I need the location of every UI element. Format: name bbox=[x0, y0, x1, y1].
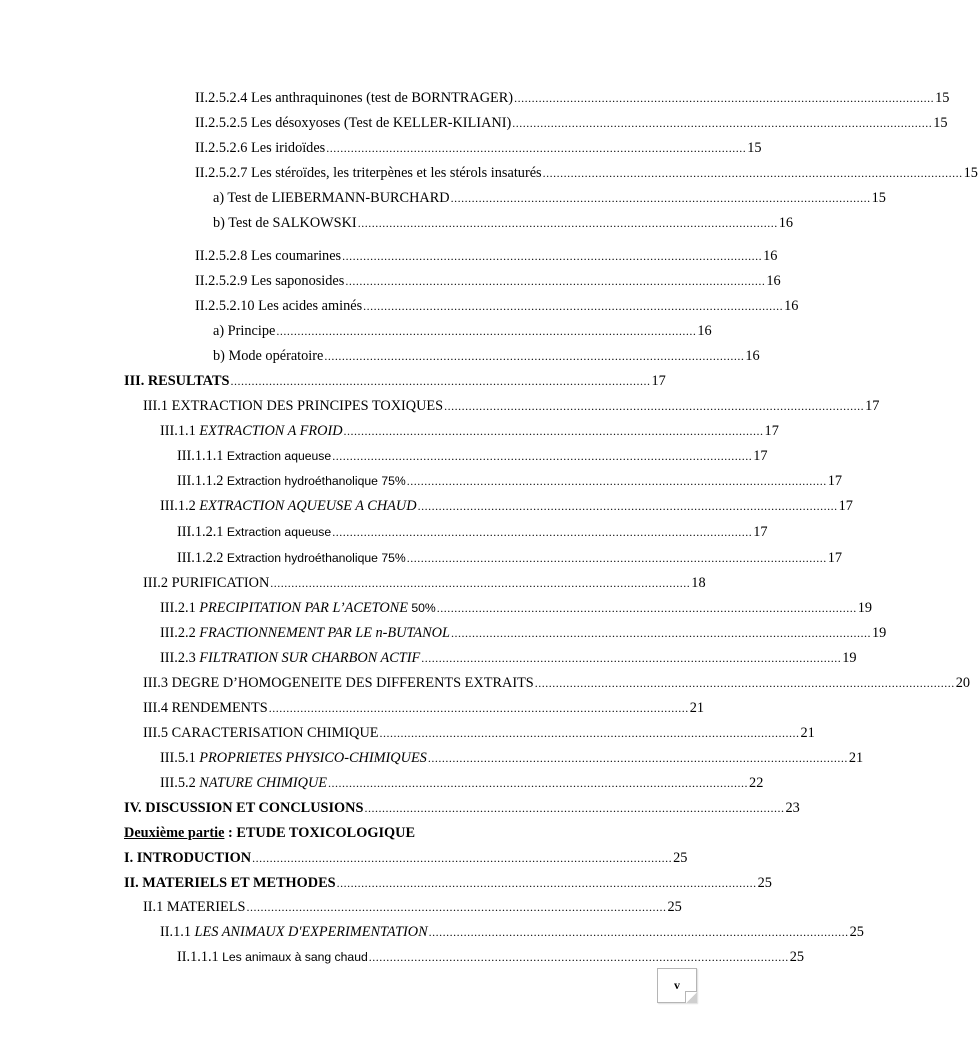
toc-entry[interactable]: b) Test de SALKOWSKI ........................................................................................................................ 16 bbox=[213, 215, 793, 231]
toc-entry[interactable]: III.1.2.2 Extraction hydroéthanolique 75% ........................................................................................................................ 17 bbox=[177, 550, 843, 566]
toc-entry[interactable]: II.2.5.2.9 Les saponosides ........................................................................................................................ 16 bbox=[195, 273, 781, 289]
toc-entry[interactable]: II.1.1.1 Les animaux à sang chaud ........................................................................................................................ 25 bbox=[177, 949, 805, 965]
toc-entry[interactable]: III.3 DEGRE D’HOMOGENEITE DES DIFFERENTS EXTRAITS ........................................................................................................................ 20 bbox=[143, 675, 971, 691]
toc-entry[interactable]: II.2.5.2.8 Les coumarines ........................................................................................................................ 16 bbox=[195, 248, 778, 264]
toc-entry[interactable]: III. RESULTATS ........................................................................................................................ 17 bbox=[124, 373, 666, 389]
toc-entry[interactable]: a) Principe ........................................................................................................................ 16 bbox=[213, 323, 712, 339]
toc-entry[interactable]: III.2.2 FRACTIONNEMENT PAR LE n-BUTANOL ........................................................................................................................ 19 bbox=[160, 625, 887, 641]
page-number: v bbox=[657, 968, 697, 1003]
toc-entry[interactable]: II.2.5.2.6 Les iridoïdes ........................................................................................................................ 15 bbox=[195, 140, 762, 156]
toc-entry[interactable]: III.2.1 PRECIPITATION PAR L’ACETONE 50% ........................................................................................................................ 19 bbox=[160, 600, 873, 616]
toc-entry[interactable]: III.2 PURIFICATION ........................................................................................................................ 18 bbox=[143, 575, 706, 591]
toc-entry[interactable]: II.2.5.2.7 Les stéroïdes, les triterpènes et les stérols insaturés ........................................................................................................................ 15 bbox=[195, 165, 978, 181]
toc-entry[interactable]: III.5.1 PROPRIETES PHYSICO-CHIMIQUES ........................................................................................................................ 21 bbox=[160, 750, 864, 766]
toc-entry[interactable]: III.5.2 NATURE CHIMIQUE ........................................................................................................................ 22 bbox=[160, 775, 764, 791]
toc-entry[interactable]: III.1 EXTRACTION DES PRINCIPES TOXIQUES ........................................................................................................................ 17 bbox=[143, 398, 880, 414]
toc-entry[interactable]: II.2.5.2.10 Les acides aminés ........................................................................................................................ 16 bbox=[195, 298, 799, 314]
toc-entry[interactable]: a) Test de LIEBERMANN-BURCHARD ........................................................................................................................ 15 bbox=[213, 190, 886, 206]
toc-entry[interactable]: III.1.1 EXTRACTION A FROID ........................................................................................................................ 17 bbox=[160, 423, 779, 439]
toc-entry[interactable]: II.1.1 LES ANIMAUX D'EXPERIMENTATION ........................................................................................................................ 25 bbox=[160, 924, 864, 940]
toc-entry[interactable]: III.2.3 FILTRATION SUR CHARBON ACTIF ........................................................................................................................ 19 bbox=[160, 650, 857, 666]
toc-entry[interactable]: III.1.2.1 Extraction aqueuse ........................................................................................................................ 17 bbox=[177, 524, 768, 540]
toc-entry[interactable]: II.1 MATERIELS ........................................................................................................................ 25 bbox=[143, 899, 682, 915]
toc-entry[interactable]: III.1.1.2 Extraction hydroéthanolique 75% ........................................................................................................................ 17 bbox=[177, 473, 843, 489]
toc-entry[interactable]: I. INTRODUCTION ........................................................................................................................ 25 bbox=[124, 850, 688, 866]
toc-entry[interactable]: II.2.5.2.4 Les anthraquinones (test de BORNTRAGER) ........................................................................................................................ 15 bbox=[195, 90, 950, 106]
toc-entry[interactable]: IV. DISCUSSION ET CONCLUSIONS ........................................................................................................................ 23 bbox=[124, 800, 800, 816]
toc-entry[interactable]: II.2.5.2.5 Les désoxyoses (Test de KELLER-KILIANI) ........................................................................................................................ 15 bbox=[195, 115, 948, 131]
toc-entry[interactable]: b) Mode opératoire ........................................................................................................................ 16 bbox=[213, 348, 760, 364]
part-heading[interactable]: Deuxième partie : ETUDE TOXICOLOGIQUE bbox=[124, 825, 415, 841]
toc-entry[interactable]: III.5 CARACTERISATION CHIMIQUE ........................................................................................................................ 21 bbox=[143, 725, 815, 741]
toc-entry[interactable]: II. MATERIELS ET METHODES ........................................................................................................................ 25 bbox=[124, 875, 772, 891]
toc-entry[interactable]: III.1.1.1 Extraction aqueuse ........................................................................................................................ 17 bbox=[177, 448, 768, 464]
toc-entry[interactable]: III.1.2 EXTRACTION AQUEUSE A CHAUD ........................................................................................................................ 17 bbox=[160, 498, 853, 514]
toc-entry[interactable]: III.4 RENDEMENTS ........................................................................................................................ 21 bbox=[143, 700, 704, 716]
